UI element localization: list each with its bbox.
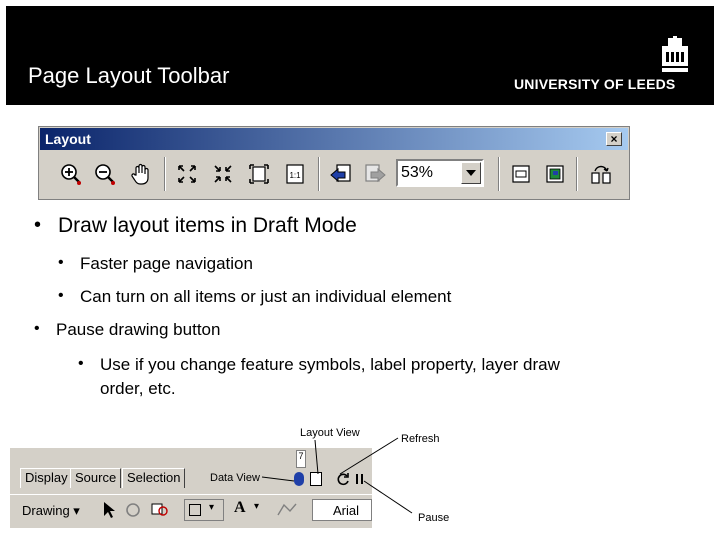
zoom-value: 53% [401, 164, 434, 181]
bullet-dot: • [58, 254, 64, 271]
bullet-dot: • [34, 320, 40, 337]
text-tool-icon[interactable]: A [234, 499, 246, 516]
chevron-down-icon[interactable]: ▾ [254, 501, 260, 512]
bullet-dot: • [34, 214, 42, 236]
callout-pause: Pause [418, 512, 450, 524]
close-button[interactable]: × [606, 132, 622, 146]
drawing-menu[interactable]: Drawing ▾ [22, 503, 80, 518]
font-value: Arial [333, 503, 360, 518]
tab-source[interactable]: Source [70, 468, 121, 488]
chevron-down-icon: ▾ [209, 502, 215, 513]
scrollbar-stub[interactable]: 7 [296, 450, 306, 468]
toolbar-title: Layout [45, 131, 91, 147]
bullet-pause-drawing: Pause drawing button [56, 320, 221, 339]
slide-title: Page Layout Toolbar [28, 63, 230, 88]
bullet-turn-on-items: Can turn on all items or just an individual element [80, 287, 452, 306]
callout-refresh: Refresh [401, 433, 440, 445]
bullet-dot: • [78, 355, 84, 372]
tab-selection[interactable]: Selection [122, 468, 185, 488]
university-name: UNIVERSITY OF LEEDS [514, 76, 676, 92]
one-to-one-label: 1:1 [289, 171, 301, 180]
callout-layout-view: Layout View [300, 427, 360, 439]
tab-display[interactable]: Display [20, 468, 73, 488]
bullet-use-if-change-line1: Use if you change feature symbols, label property, layer draw [100, 355, 560, 374]
callout-data-view: Data View [210, 472, 260, 484]
bullet-faster-navigation: Faster page navigation [80, 254, 253, 273]
bullet-dot: • [58, 287, 64, 304]
bullet-draft-mode: Draw layout items in Draft Mode [58, 214, 357, 237]
bullet-use-if-change-line2: order, etc. [100, 379, 176, 398]
